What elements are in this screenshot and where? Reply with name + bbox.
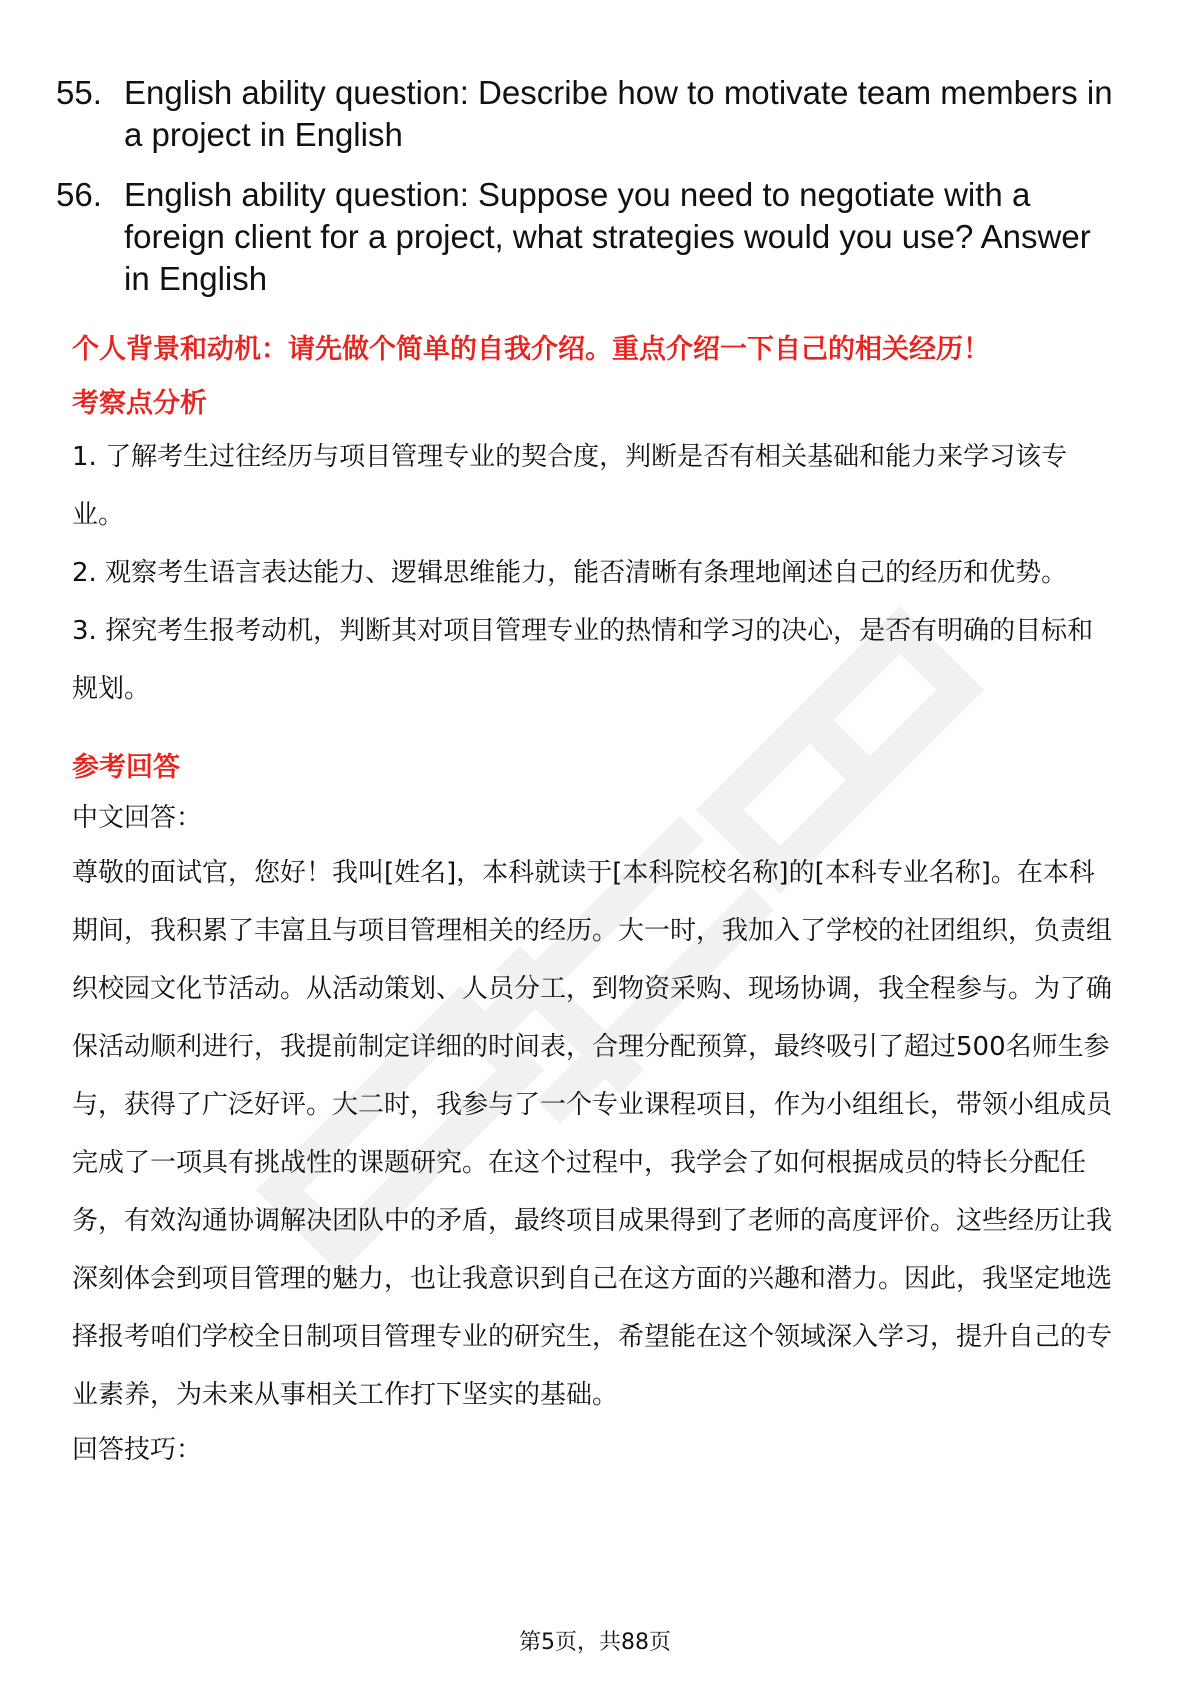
analysis-point: 2. 观察考生语言表达能力、逻辑思维能力，能否清晰有条理地阐述自己的经历和优势。 bbox=[72, 558, 1068, 588]
question-list bbox=[56, 72, 1116, 318]
chinese-answer-label: 中文回答： bbox=[72, 803, 203, 833]
analysis-title: 考察点分析 bbox=[72, 388, 207, 419]
question-number: 55. bbox=[56, 74, 102, 111]
reference-title: 参考回答 bbox=[72, 752, 180, 783]
page-footer: 第5页，共88页 bbox=[519, 1630, 671, 1655]
question-item-55 bbox=[56, 72, 1116, 156]
analysis-point: 3. 探究考生报考动机，判断其对项目管理专业的热情和学习的决心，是否有明确的目标和规划。 bbox=[72, 616, 1094, 704]
analysis-point: 1. 了解考生过往经历与项目管理专业的契合度，判断是否有相关基础和能力来学习该专业。 bbox=[72, 442, 1068, 530]
question-text: English ability question: Describe how to motivate team members in a project in English bbox=[124, 74, 1113, 153]
question-item-56 bbox=[56, 174, 1116, 300]
question-number: 56. bbox=[56, 176, 102, 213]
answer-section bbox=[72, 330, 1118, 1476]
question-text: English ability question: Suppose you need to negotiate with a foreign client for a project, what strategies would you use? Answer in English bbox=[124, 176, 1091, 297]
tips-label: 回答技巧： bbox=[72, 1435, 203, 1465]
section-heading: 个人背景和动机：请先做个简单的自我介绍。重点介绍一下自己的相关经历！ bbox=[72, 334, 990, 365]
chinese-answer-text: 尊敬的面试官，您好！我叫[姓名]，本科就读于[本科院校名称]的[本科专业名称]。在本科期间，我积累了丰富且与项目管理相关的经历。大一时，我加入了学校的社团组织，负责组织校园文化节活动。从活动策划、人员分工，到物资采购、现场协调，我全程参与。为了确保活动顺利进行，我提前制定详细的时间表，合理分配预算，最终吸引了超过500名师生参与，获得了广泛好评。大二时，我参与了一个专业课程项目，作为小组组长，带领小组成员完成了一项具有挑战性的课题研究。在这个过程中，我学会了如何根据成员的特长分配任务，有效沟通协调解决团队中的矛盾，最终项目成果得到了老师的高度评价。这些经历让我深刻体会到项目管理的魅力，也让我意识到自己在这方面的兴趣和潜力。因此，我坚定地选择报考咱们学校全日制项目管理专业的研究生，希望能在这个领域深入学习，提升自己的专业素养，为未来从事相关工作打下坚实的基础。 bbox=[72, 858, 1113, 1410]
